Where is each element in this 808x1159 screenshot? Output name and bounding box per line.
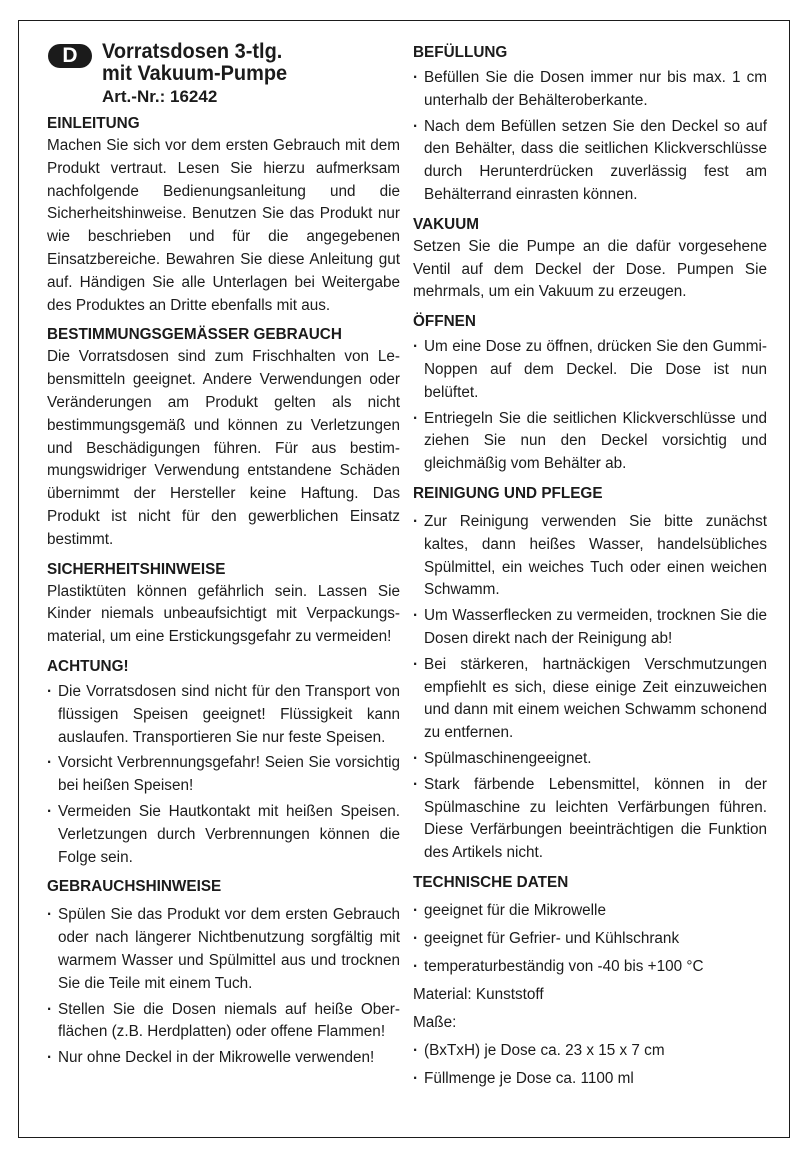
list-item: · Um eine Dose zu öffnen, drücken Sie den Gummi-Noppen auf dem Deckel. Die Dose ist nun belüftet. — [413, 336, 767, 404]
material-text: Material: Kunststoff — [413, 985, 544, 1003]
right-column — [413, 21, 767, 1091]
language-badge: D — [48, 44, 92, 68]
section-einleitung — [47, 113, 400, 317]
text-einleitung: Machen Sie sich vor dem ersten Gebrauch mit dem Produkt vertraut. Lesen Sie hierzu aufmerksam nachfolgende Bedienungsanleitung und die Sicherheitshinweise. Benutzen Sie das Produkt nur wie beschrieben und für die angegebenen Einsatzbereiche. Bewahren Sie diese Anleitung gut auf. Händigen Sie alle Unterlagen bei Weitergabe des Produktes an Dritte ebenfalls mit aus. — [47, 137, 400, 314]
section-befuellung — [413, 42, 767, 207]
list-item: · Vorsicht Verbrennungsgefahr! Seien Sie vorsichtig bei heißen Speisen! — [47, 752, 400, 798]
page-frame — [18, 20, 790, 1138]
section-bestimmung — [47, 324, 400, 551]
list-item: · Die Vorratsdosen sind nicht für den Transport von flüssigen Speisen geeignet! Flüssigkeit kann auslaufen. Transportieren Sie nur feste Speisen. — [47, 681, 400, 749]
masse-label: Maße: — [413, 1013, 457, 1031]
section-achtung — [47, 656, 400, 869]
product-title-line-2: mit Vakuum-Pumpe — [102, 62, 288, 85]
text-sicherheit: Plastiktüten können gefährlich sein. Lassen Sie Kinder niemals unbeaufsichtigt mit Verpackungsmaterial, um eine Erstickungsgefahr zu vermeiden! — [47, 582, 400, 646]
list-item: · Spülen Sie das Produkt vor dem ersten Gebrauch oder nach längerer Nichtbenutzung sorgfältig mit warmem Wasser und Spülmittel aus und trocknen Sie die Teile mit einem Tuch. — [47, 904, 400, 995]
section-sicherheit — [47, 559, 400, 649]
heading-sicherheit: SICHERHEITSHINWEISE — [47, 560, 226, 578]
heading-gebrauch: GEBRAUCHSHINWEISE — [47, 878, 222, 896]
heading-technik: TECHNISCHE DATEN — [413, 873, 569, 891]
section-gebrauch — [47, 876, 400, 1070]
list-item: · Spülmaschinengeeignet. — [413, 748, 767, 771]
left-column — [47, 21, 400, 1070]
list-item: · Befüllen Sie die Dosen immer nur bis max. 1 cm unterhalb der Behälteroberkante. — [413, 67, 767, 113]
list-item: · Nach dem Befüllen setzen Sie den Deckel so auf den Behälter, dass die seitlichen Klickverschlüsse durch Herunterdrücken zuverlässig fest am Behälterrand einrasten können. — [413, 116, 767, 207]
list-item: · Stark färbende Lebensmittel, können in der Spülmaschine zu leichten Verfärbungen führen. Diese Verfärbungen beeinträchtigen die Funktion des Artikels nicht. — [413, 774, 767, 865]
section-vakuum — [413, 214, 767, 304]
section-reinigung — [413, 483, 767, 865]
heading-befuellung: BEFÜLLUNG — [413, 44, 508, 61]
text-bestimmung: Die Vorratsdosen sind zum Frischhalten von Lebensmitteln geeignet. Andere Verwendungen oder Veränderungen am Produkt gelten als nicht bestimmungsgemäß und können zu Verletzungen und Beschädigungen führen. Für aus bestimmungswidriger Verwendung entstandene Schäden übernimmt der Hersteller keine Haftung. Das Produkt ist nicht für den gewerblichen Einsatz bestimmt. — [47, 348, 400, 548]
title-block — [47, 41, 400, 108]
text-vakuum: Setzen Sie die Pumpe an die dafür vorgesehene Ventil auf dem Deckel der Dose. Pumpen Sie mehrmals, um ein Vakuum zu erzeugen. — [413, 237, 767, 301]
list-item: · Um Wasserflecken zu vermeiden, trocknen Sie die Dosen direkt nach der Reinigung ab! — [413, 605, 767, 651]
list-item: · Füllmenge je Dose ca. 1100 ml — [413, 1066, 767, 1091]
heading-achtung: ACHTUNG! — [47, 657, 129, 675]
article-number: Art.-Nr.: 16242 — [102, 87, 218, 106]
list-item: · geeignet für Gefrier- und Kühlschrank — [413, 926, 767, 951]
list-item: · Stellen Sie die Dosen niemals auf heiße Oberflächen (z.B. Herdplatten) oder offene Flammen! — [47, 999, 400, 1045]
list-item: · Nur ohne Deckel in der Mikrowelle verwenden! — [47, 1047, 400, 1070]
heading-reinigung: REINIGUNG UND PFLEGE — [413, 484, 603, 502]
list-item: · Bei stärkeren, hartnäckigen Verschmutzungen empfiehlt es sich, diese einige Zeit einzuweichen und dann mit einem weichen Schwamm schonend zu entfernen. — [413, 654, 767, 745]
heading-vakuum: VAKUUM — [413, 215, 479, 233]
heading-oeffnen: ÖFFNEN — [413, 313, 476, 331]
list-item: · Zur Reinigung verwenden Sie bitte zunächst kaltes, dann heißes Wasser, handelsübliches Spülmittel, ein weiches Tuch oder einen weichen Schwamm. — [413, 511, 767, 602]
heading-bestimmung: BESTIMMUNGSGEMÄSSER GEBRAUCH — [47, 326, 342, 344]
list-item: · (BxTxH) je Dose ca. 23 x 15 x 7 cm — [413, 1038, 767, 1063]
list-item: · temperaturbeständig von -40 bis +100 °C — [413, 954, 767, 979]
list-item: · Entriegeln Sie die seitlichen Klickverschlüsse und ziehen Sie nun den Deckel vorsichtig und gleichmäßig vom Behälter ab. — [413, 408, 767, 476]
section-technik — [413, 872, 767, 1091]
list-item: · Vermeiden Sie Hautkontakt mit heißen Speisen. Verletzungen durch Verbrennungen können die Folge sein. — [47, 801, 400, 869]
list-item: · geeignet für die Mikrowelle — [413, 898, 767, 923]
heading-einleitung: EINLEITUNG — [47, 115, 140, 132]
section-oeffnen — [413, 311, 767, 476]
product-title-line-1: Vorratsdosen 3-tlg. — [102, 40, 283, 63]
